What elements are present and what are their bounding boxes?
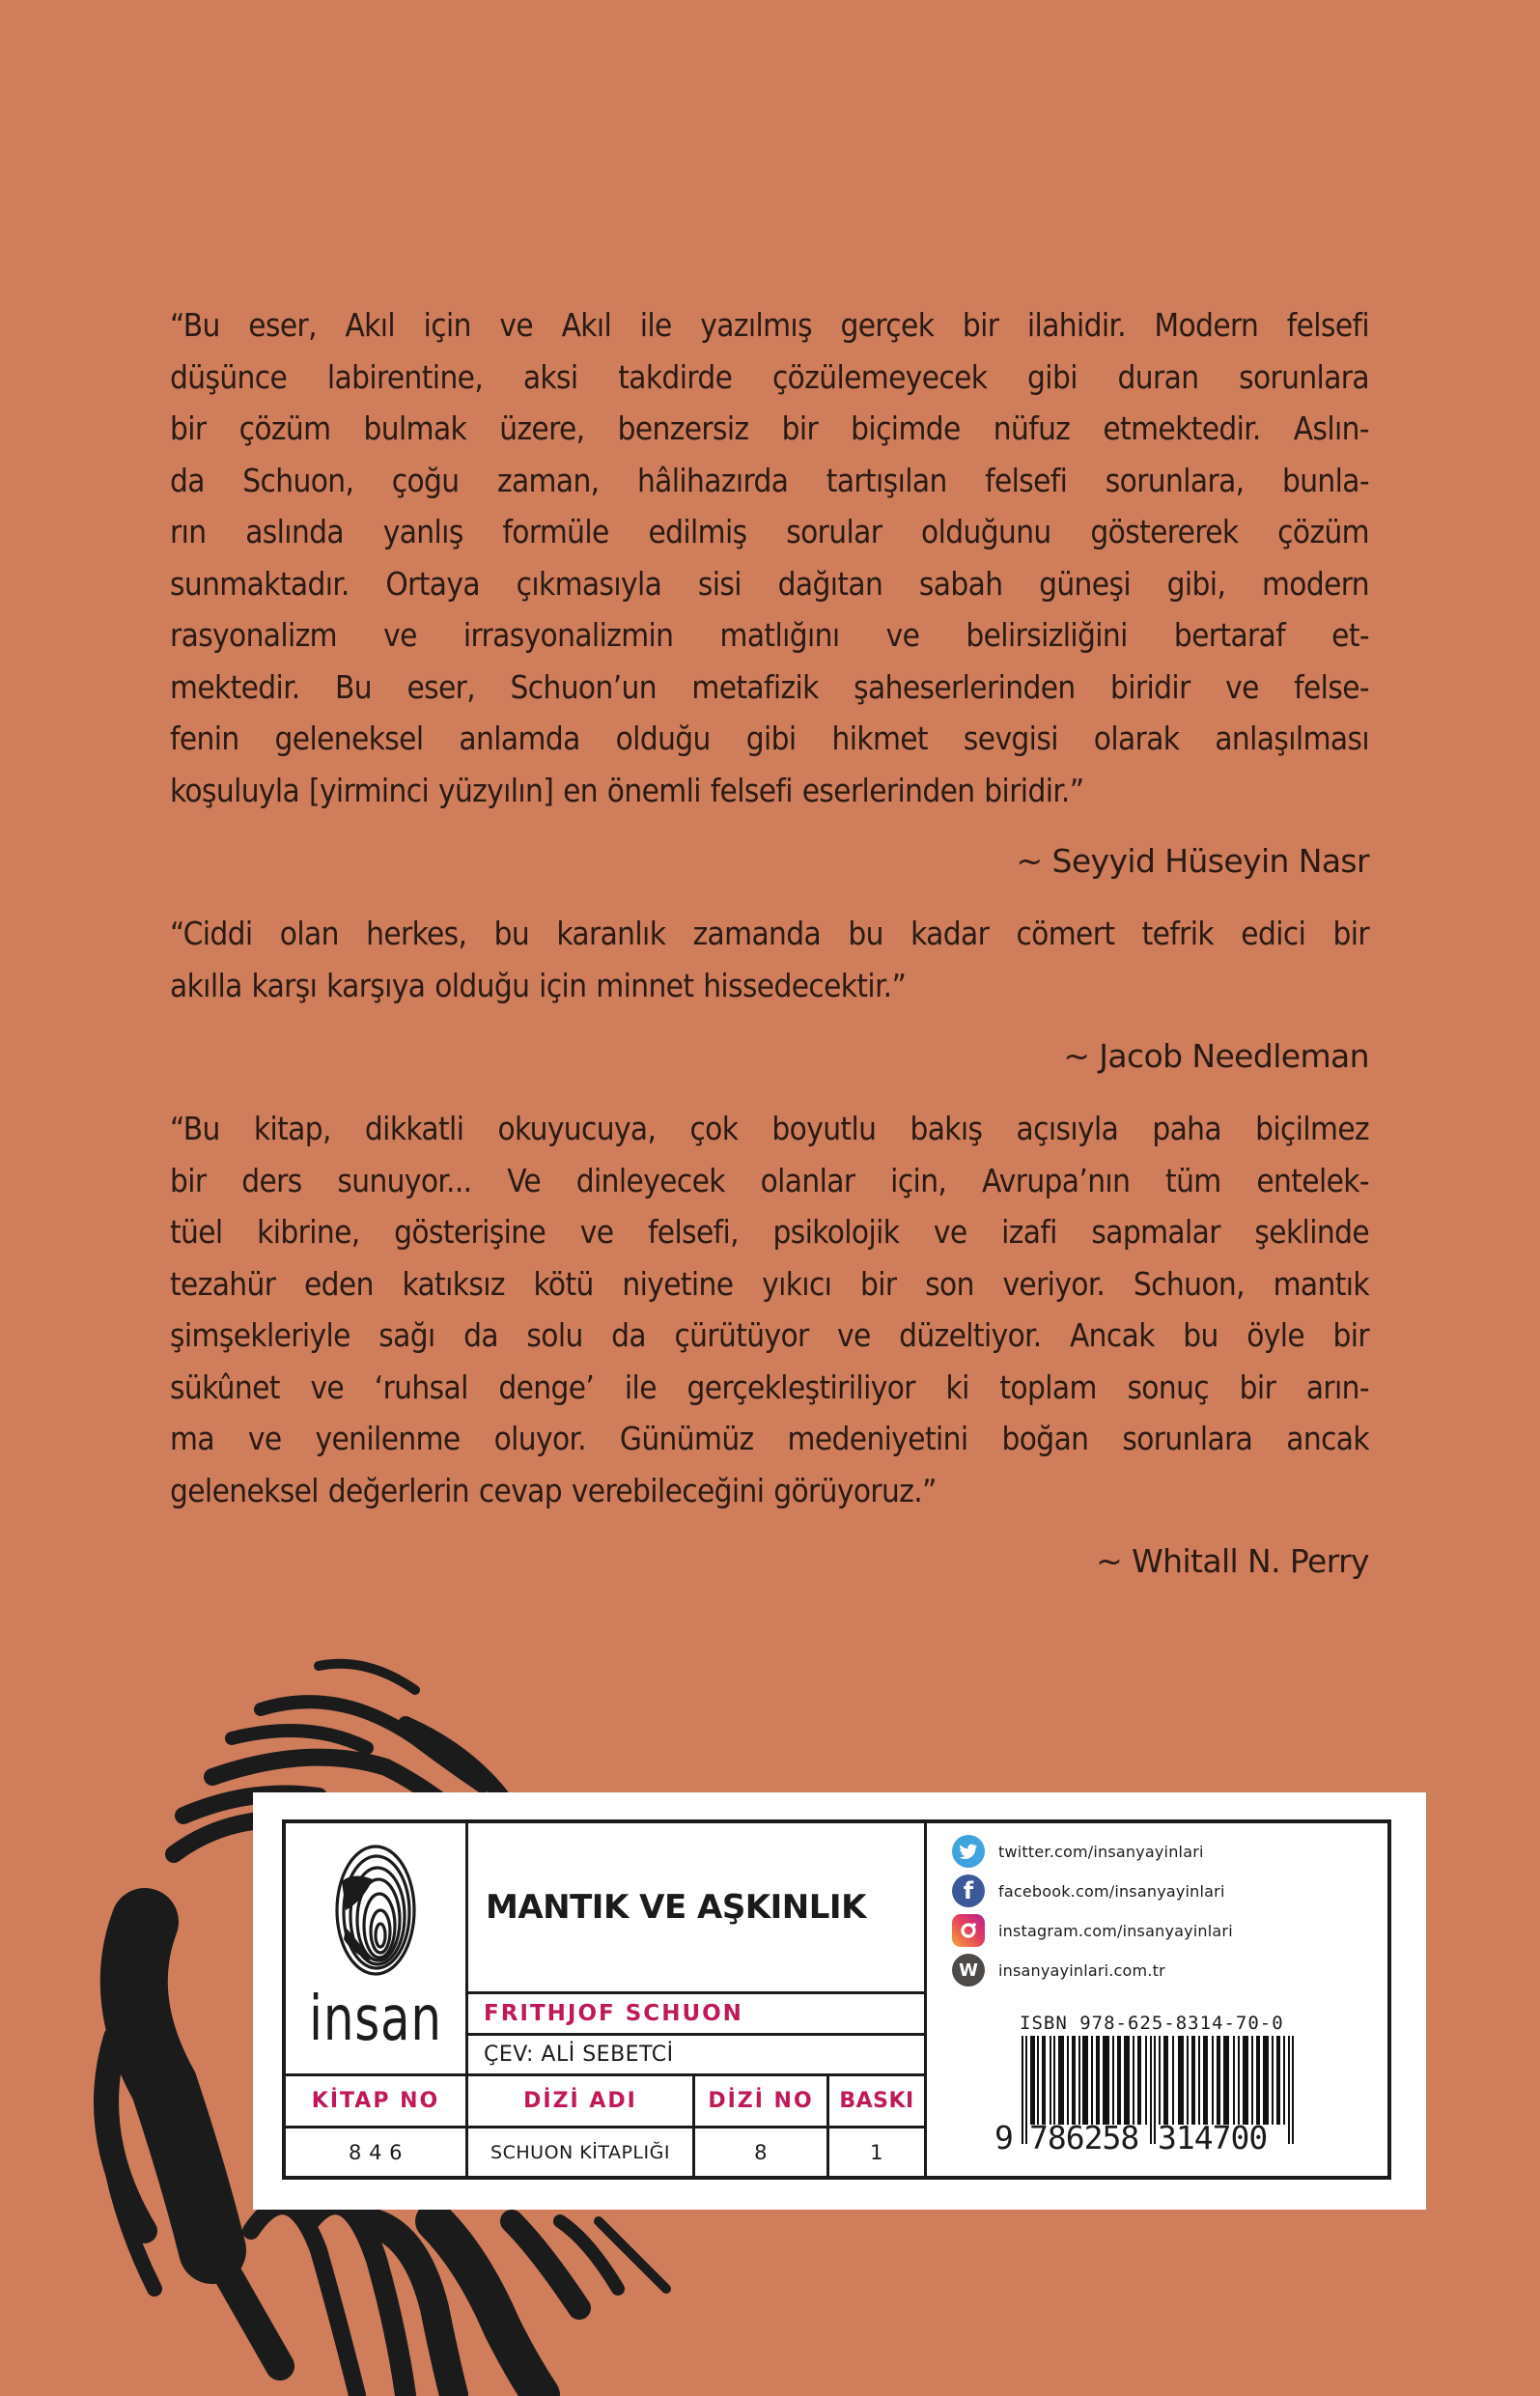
isbn-digit-first: 9 — [994, 2119, 1014, 2156]
social-instagram[interactable]: instagram.com/insanyayinlari — [952, 1914, 1233, 1947]
quote-nasr — [170, 299, 1369, 887]
value-kitap-no: 8 4 6 — [349, 2140, 403, 2164]
quote-text: “Ciddi olan herkes, bu karanlık zamanda bu kadar cömert tefrik edici bir akılla karşı karşıya olduğu için minnet hissedecektir.” — [170, 915, 1369, 1004]
author-cell — [468, 1994, 924, 2033]
social-twitter[interactable]: twitter.com/insanyayinlari — [952, 1835, 1204, 1868]
quote-perry — [170, 1103, 1369, 1587]
header-dizi-no: DİZİ NO — [708, 2089, 814, 2113]
quote-needleman — [170, 908, 1369, 1082]
back-cover-quotes — [170, 299, 1369, 1587]
book-title: MANTIK VE AŞKINLIK — [486, 1888, 866, 1927]
twitter-icon — [952, 1835, 985, 1868]
social-website[interactable]: W insanyayinlari.com.tr — [952, 1954, 1165, 1987]
translator-cell — [468, 2036, 924, 2073]
header-baski: BASKI — [839, 2089, 914, 2113]
header-kitap-no: KİTAP NO — [311, 2089, 440, 2113]
isbn-digits-group1: 786258 — [1029, 2119, 1139, 2156]
publisher-wordmark: insan — [309, 1984, 442, 2055]
quote-attribution: ~ Whitall N. Perry — [1096, 1542, 1369, 1580]
facebook-icon: f — [952, 1875, 985, 1907]
value-dizi-adi: SCHUON KİTAPLIĞI — [490, 2141, 670, 2163]
value-baski: 1 — [870, 2140, 883, 2164]
quote-text: “Bu kitap, dikkatli okuyucuya, çok boyutlu bakış açısıyla paha biçilmez bir ders sunuyor... Ve dinleyecek olanlar için, Avrupa’nın tüm entelek- tüel kibrine, gösterişine ve felsefi, psikolojik ve izafi sapmalar şeklinde tezahür eden katıksız kötü niyetine yıkıcı bir son veriyor. Schuon, mantık şimşekleriyle sağı da solu da çürütüyor ve düzeltiyor. Ancak bu öyle bir sükûnet ve ‘ruhsal denge’ ile gerçekleştiriliyor ki toplam sonuç bir arın- ma ve yenilenme oluyor. Günümüz medeniyetini boğan sorunlara ancak geleneksel değerlerin cevap verebileceğini görüyoruz.” — [170, 1110, 1369, 1509]
translator-name: ÇEV: ALİ SEBETCİ — [484, 2043, 674, 2067]
fingerprint-icon — [334, 1843, 417, 1978]
value-dizi-no: 8 — [754, 2140, 768, 2164]
social-facebook[interactable]: f facebook.com/insanyayinlari — [952, 1875, 1225, 1907]
quote-text: “Bu eser, Akıl için ve Akıl ile yazılmış gerçek bir ilahidir. Modern felsefi düşünce labirentine, aksi takdirde çözülemeyecek gibi duran sorunlara bir çözüm bulmak üzere, benzersiz bir biçimde nüfuz etmektedir. Aslın- da Schuon, çoğu zaman, hâlihazırda tartışılan felsefi sorunlara, bunla- rın aslında yanlış formüle edilmiş sorular olduğunu göstererek çözüm sunmaktadır. Ortaya çıkmasıyla sisi dağıtan sabah güneşi gibi, modern rasyonalizm ve irrasyonalizmin matlığını ve belirsizliğini bertaraf et- mektedir. Bu eser, Schuon’un metafizik şaheserlerinden biridir ve felse- fenin geleneksel anlamda olduğu gibi hikmet sevgisi olarak anlaşılması koşuluyla [yirminci yüzyılın] en önemli felsefi eserlerinden biridir.” — [170, 306, 1369, 809]
isbn-label: ISBN 978-625-8314-70-0 — [1020, 2013, 1284, 2034]
isbn-digits-group2: 314700 — [1158, 2119, 1268, 2156]
website-icon: W — [952, 1954, 985, 1987]
social-links — [927, 1823, 1391, 2176]
instagram-icon — [952, 1914, 985, 1947]
author-name: FRITHJOF SCHUON — [484, 2001, 743, 2026]
book-info-grid — [282, 1819, 1391, 2180]
book-info-label — [253, 1792, 1426, 2210]
book-title-cell — [468, 1823, 924, 1991]
header-dizi-adi: DİZİ ADI — [523, 2089, 637, 2113]
publisher-logo — [286, 1823, 465, 2073]
quote-attribution: ~ Jacob Needleman — [1063, 1037, 1369, 1075]
quote-attribution: ~ Seyyid Hüseyin Nasr — [1016, 842, 1369, 880]
